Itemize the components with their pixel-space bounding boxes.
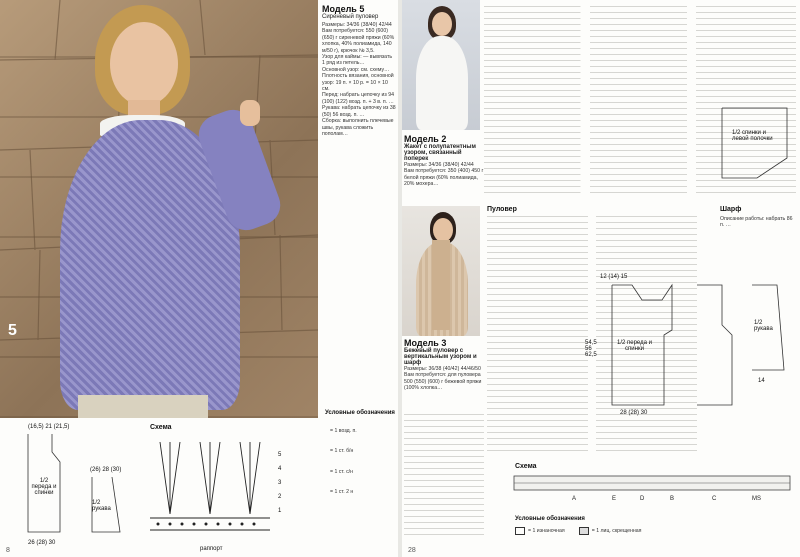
materials-text: Вам потребуется: 550 (600) (650) г сиреневой пряжи (60% хлопка, 40% полиамида, 140 м/50 г), крючок № 3,5. — [322, 28, 395, 54]
left-page — [0, 0, 398, 557]
row-number: 4 — [278, 466, 282, 472]
legend-list-right — [515, 527, 641, 535]
rapport-label: раппорт — [200, 546, 223, 552]
legend-item: = 1 возд. п. — [330, 428, 357, 434]
border-pattern-text: Узор для каймы: — вывязать 1 ряд из петель… — [322, 54, 393, 67]
model-5-description — [322, 4, 396, 412]
model-3-header — [404, 338, 484, 408]
scheme-title: Схема — [150, 424, 172, 431]
sizes-text: Размеры: 34/36 (38/40) 42/44 — [322, 22, 392, 28]
knitting-scheme — [512, 472, 792, 512]
model-3-sizes: Размеры: 36/38 (40/42) 44/46/50 — [404, 366, 481, 372]
pattern-label-front: 1/2 переда и спинки — [31, 478, 57, 496]
pullover-dim-bottom: 28 (28) 30 — [620, 410, 648, 416]
scheme-letter-C: C — [712, 496, 717, 502]
pattern-label-sleeve: 1/2 рукава — [92, 500, 111, 512]
model-5-photo — [0, 0, 318, 418]
model-3-text — [404, 410, 484, 540]
pullover-dim-top: 12 (14) 15 — [600, 274, 628, 280]
legend-item: = 1 ст. с/н — [330, 468, 353, 475]
model-3-photo — [402, 206, 480, 336]
legend-title-right: Условные обозначения — [515, 516, 585, 522]
row-numbers — [278, 452, 281, 514]
sleeve-dim-bottom: 14 — [758, 378, 765, 384]
scarf-description: Описание работы: набрать 86 п. … — [720, 216, 793, 229]
front-back-text: Перед: набрать цепочку из 94 (100) (122) возд. п. + 3 в. п. … — [322, 92, 395, 105]
model-2-sizes: Размеры: 34/36 (38/40) 42/44 — [404, 162, 474, 168]
purl-symbol-icon — [515, 527, 525, 535]
model-2-title: Модель 2 — [404, 134, 447, 144]
jacket-pattern-label: 1/2 спинки и левой полочки — [732, 130, 773, 142]
sleeves-text: Рукава: набрать цепочку из 38 (50) 56 возд. п. … — [322, 105, 396, 118]
scarf-title: Шарф — [720, 206, 742, 213]
legend-item: = 1 лиц. скрещенная — [591, 527, 642, 534]
model-2-photo — [402, 0, 480, 130]
pattern-dim-front-top: (16,5) 21 (21,5) — [28, 424, 70, 430]
row-number: 2 — [278, 494, 282, 500]
row-number: 5 — [278, 452, 282, 458]
pullover-dim-side: 54,5 56 62,5 — [585, 340, 597, 358]
row-number: 3 — [278, 480, 282, 486]
scheme-letter-MS: MS — [752, 496, 761, 502]
right-page — [402, 0, 800, 557]
legend-item: = 1 ст. б/н — [330, 448, 354, 455]
model-3-materials: Вам потребуется: для пуловера 500 (550) (600) г бежевой пряжи (100% хлопка… — [404, 372, 482, 392]
page-number: 8 — [6, 547, 10, 554]
model-3-title: Модель 3 — [404, 338, 447, 348]
scheme-title-right: Схема — [515, 463, 537, 470]
model-subtitle: Сиреневый пуловер — [322, 14, 379, 20]
density-text: Плотность вязания, основной узор: 19 п. × 10 р. = 10 × 10 см. — [322, 73, 394, 93]
row-number: 1 — [278, 508, 282, 514]
model-title: Модель 5 — [322, 4, 365, 14]
pattern-dim-sleeve-top: (26) 28 (30) — [90, 467, 122, 473]
crochet-scheme — [150, 434, 270, 549]
pullover-label-front: 1/2 переда и спинки — [617, 340, 652, 352]
model-2-header — [404, 134, 484, 204]
model-2-subtitle: Жакет с полупатентным узором, связанный поперек — [404, 144, 476, 162]
legend-item: = 1 изнаночная — [528, 527, 565, 534]
pullover-title: Пуловер — [487, 206, 517, 213]
page-number-right: 28 — [408, 547, 416, 554]
pullover-label-sleeve: 1/2 рукава — [754, 320, 773, 332]
scheme-letter-E: E — [612, 496, 617, 502]
pattern-diagram-jacket — [717, 98, 797, 188]
legend-list — [330, 428, 396, 496]
model-2-materials: Вам потребуется: 350 (400) 450 г белой пряжи (60% полиамида, 20% мохера… — [404, 168, 484, 188]
legend-item: = 1 ст. 2 н — [330, 489, 354, 496]
scheme-letter-A: A — [572, 496, 577, 502]
photo-number: 5 — [8, 322, 17, 339]
scheme-letter-B: B — [670, 496, 675, 502]
pattern-dim-front-bottom: 26 (28) 30 — [28, 540, 56, 546]
pattern-diagram-front — [0, 422, 140, 552]
crossed-knit-symbol-icon — [579, 527, 589, 535]
main-pattern-text: Основной узор: см. схему… — [322, 66, 390, 73]
scheme-letter-D: D — [640, 496, 645, 502]
model-3-subtitle: Бежевый пуловер с вертикальным узором и шарф — [404, 348, 477, 366]
legend-title: Условные обозначения — [325, 410, 395, 416]
assembly-text: Сборка: выполнить плечевые швы, рукава сложить пополам… — [322, 118, 394, 137]
